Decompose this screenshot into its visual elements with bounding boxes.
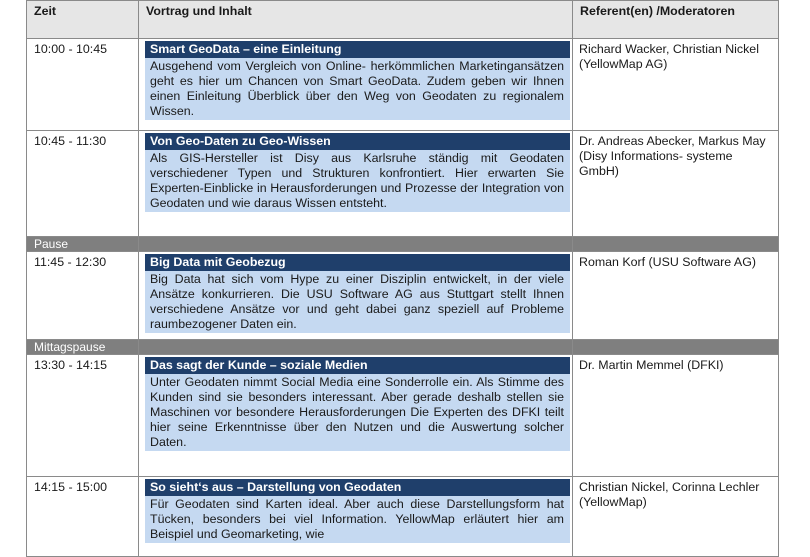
session-speaker: Dr. Andreas Abecker, Markus May (Disy Informations- systeme GmbH) [573,131,779,237]
session-description: Big Data hat sich vom Hype zu einer Disziplin entwickelt, in der viele Ansätze konkurrieren. Die USU Software AG aus Stuttgart stellt Ihnen verschiedene Ansätze vor und geht dabei ganz speziell auf Probleme raumbezogener Daten ein. [145,271,570,333]
session-content [139,252,573,340]
break-row [27,237,779,252]
session-speaker: Roman Korf (USU Software AG) [573,252,779,340]
header-row [27,1,779,39]
session-speaker: Christian Nickel, Corinna Lechler (YellowMap) [573,477,779,557]
header-time: Zeit [27,1,139,39]
session-row [27,477,779,557]
session-description: Für Geodaten sind Karten ideal. Aber auch diese Darstellungsform hat Tücken, besonders bei viel Information. YellowMap erläutert hier am Beispiel und Geomarketing, wie [145,496,570,543]
session-title: Smart GeoData – eine Einleitung [145,41,570,58]
session-content [139,477,573,557]
session-row [27,252,779,340]
session-speaker: Richard Wacker, Christian Nickel (YellowMap AG) [573,39,779,131]
session-time: 11:45 - 12:30 [27,252,139,340]
agenda-table [26,0,779,557]
break-label: Mittagspause [27,340,139,355]
session-time: 14:15 - 15:00 [27,477,139,557]
break-filler [139,340,573,355]
session-row [27,355,779,477]
break-filler [139,237,573,252]
break-filler [573,340,779,355]
session-speaker: Dr. Martin Memmel (DFKI) [573,355,779,477]
break-row [27,340,779,355]
session-time: 10:45 - 11:30 [27,131,139,237]
session-title: Big Data mit Geobezug [145,254,570,271]
session-title: Von Geo-Daten zu Geo-Wissen [145,133,570,150]
break-filler [573,237,779,252]
session-description: Als GIS-Hersteller ist Disy aus Karlsruhe ständig mit Geodaten verschiedener Typen und Strukturen konfrontiert. Hier erwarten Sie Experten-Einblicke in Herausforderungen und Prozesse der Integration von Geodaten und wie daraus Wissen entsteht. [145,150,570,212]
break-label: Pause [27,237,139,252]
session-row [27,131,779,237]
header-talk: Vortrag und Inhalt [139,1,573,39]
session-description: Unter Geodaten nimmt Social Media eine Sonderrolle ein. Als Stimme des Kunden sind sie besonders interessant. Aber gerade deshalb stellen sie Maschinen vor besondere Herausforderungen Die Experten des DFKI teilt hier seine Erkenntnisse über den Nutzen und die Auswertung solcher Daten. [145,374,570,451]
header-speaker: Referent(en) /Moderatoren [573,1,779,39]
session-description: Ausgehend vom Vergleich von Online- herkömmlichen Marketingansätzen geht es hier um Chancen von Smart GeoData. Zudem geben wir Ihnen einen Einleitung Überblick über den Weg von Geodaten zu regionalem Wissen. [145,58,570,120]
session-row [27,39,779,131]
session-title: So sieht‘s aus – Darstellung von Geodaten [145,479,570,496]
session-content [139,131,573,237]
session-content [139,355,573,477]
session-time: 10:00 - 10:45 [27,39,139,131]
session-title: Das sagt der Kunde – soziale Medien [145,357,570,374]
session-content [139,39,573,131]
session-time: 13:30 - 14:15 [27,355,139,477]
